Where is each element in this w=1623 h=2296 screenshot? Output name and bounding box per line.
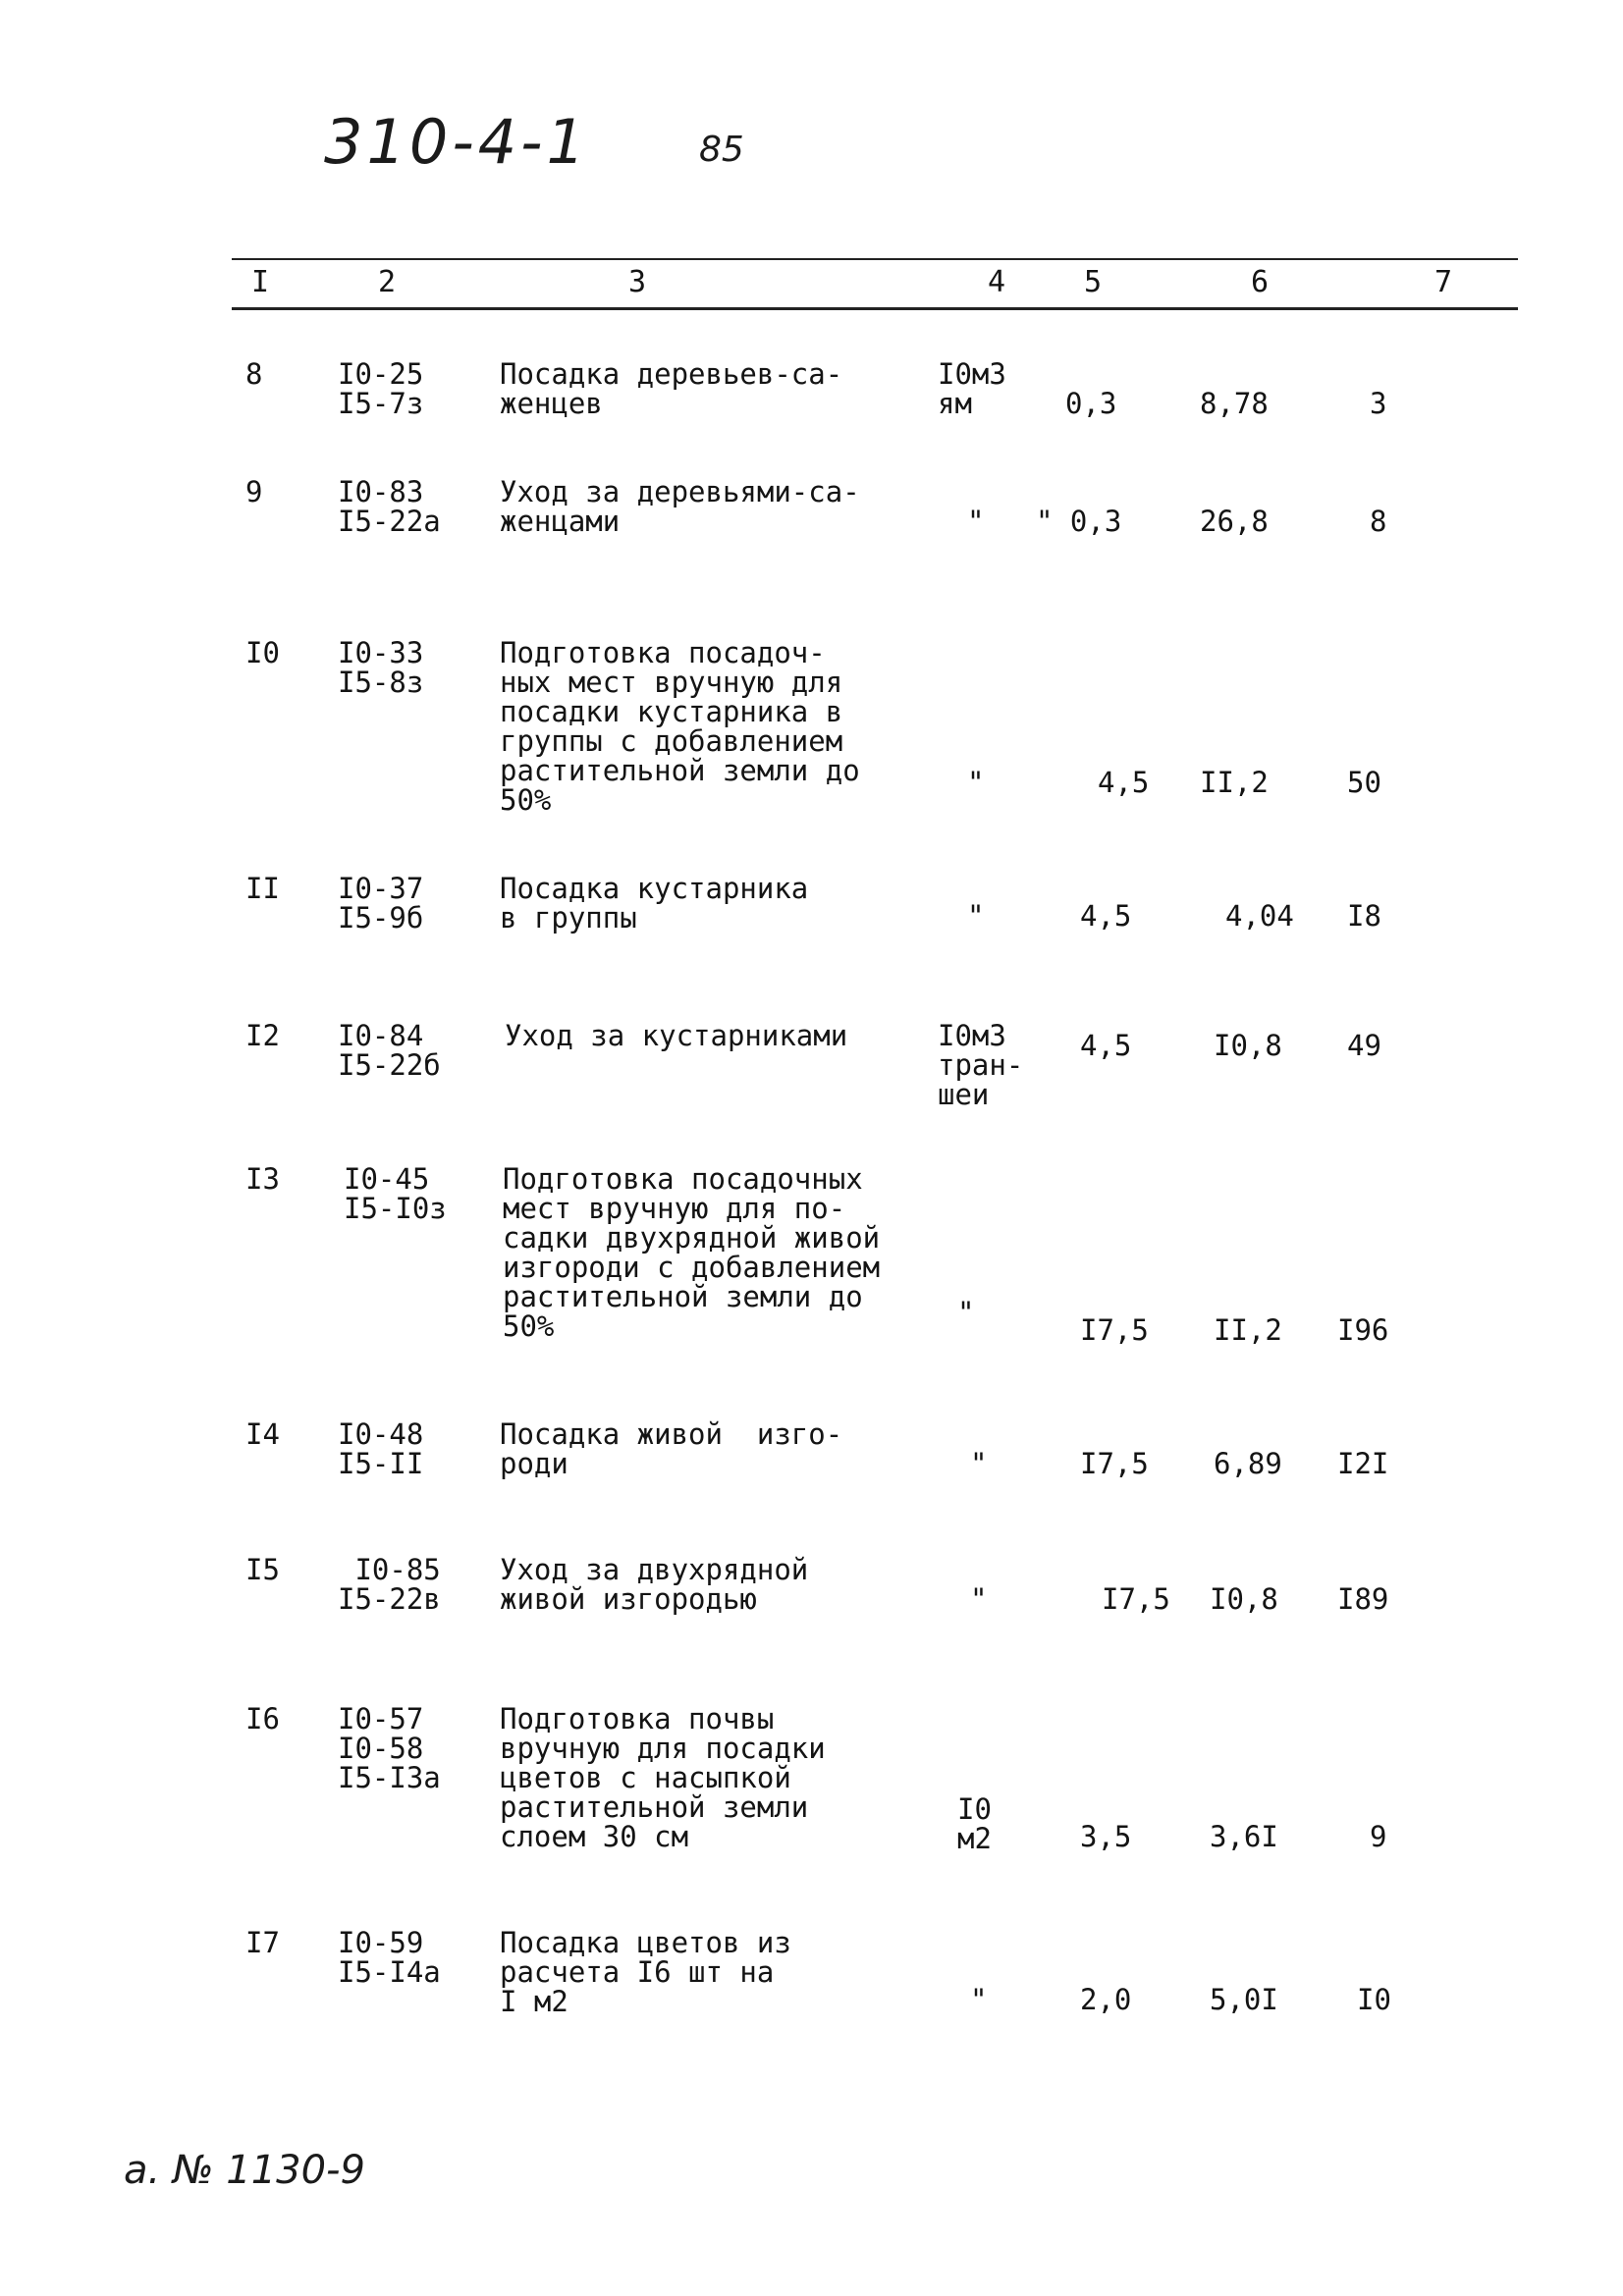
norm-codes: I0-59 I5-I4а xyxy=(338,1926,441,1989)
rate: I0,8 xyxy=(1214,1029,1282,1062)
archive-note: а. № 1130-9 xyxy=(124,2148,365,2193)
work-description: Уход за деревьями-са- женцами xyxy=(500,475,860,538)
total: 8 xyxy=(1370,505,1387,538)
rate: 4,04 xyxy=(1225,899,1294,933)
rate: 3,6I xyxy=(1210,1820,1278,1853)
rate: 26,8 xyxy=(1200,505,1269,538)
work-description: Посадка цветов из расчета I6 шт на I м2 xyxy=(500,1926,791,2018)
rate: 6,89 xyxy=(1214,1447,1282,1480)
rate: 5,0I xyxy=(1210,1983,1278,2016)
norm-codes: I0-33 I5-8з xyxy=(338,636,424,699)
unit-of-measure: I0 м2 xyxy=(957,1792,992,1855)
work-description: Подготовка почвы вручную для посадки цветов с насыпкой растительной земли слоем 30 см xyxy=(500,1702,826,1853)
column-header-4: 4 xyxy=(987,265,1006,299)
total: 9 xyxy=(1370,1820,1387,1853)
rate: 8,78 xyxy=(1200,387,1269,420)
norm-codes: I0-45 I5-I0з xyxy=(344,1162,447,1225)
row-number: 9 xyxy=(245,475,263,508)
quantity: I7,5 xyxy=(1080,1313,1149,1347)
page-number: 85 xyxy=(699,130,744,170)
unit-of-measure: " xyxy=(970,1582,988,1616)
quantity: I7,5 xyxy=(1102,1582,1170,1616)
norm-codes: I0-25 I5-7з xyxy=(338,357,424,420)
table-rule-bottom xyxy=(232,307,1518,310)
work-description: Уход за двухрядной живой изгородью xyxy=(500,1553,809,1616)
norm-codes: I0-48 I5-II xyxy=(338,1417,424,1480)
column-header-5: 5 xyxy=(1083,265,1103,299)
unit-of-measure: " xyxy=(967,505,985,538)
work-description: Подготовка посадочных мест вручную для по- садки двухрядной живой изгороди с добавлением растительной земли до 50% xyxy=(503,1162,881,1343)
document-code: 310-4-1 xyxy=(324,106,589,178)
total: 49 xyxy=(1347,1029,1381,1062)
row-number: I5 xyxy=(245,1553,280,1586)
work-description: Уход за кустарниками xyxy=(505,1019,848,1052)
unit-of-measure: " xyxy=(970,1447,988,1480)
norm-codes: I0-83 I5-22а xyxy=(338,475,441,538)
row-number: 8 xyxy=(245,357,263,391)
quantity: 4,5 xyxy=(1080,1029,1132,1062)
row-number: II xyxy=(245,872,280,905)
row-number: I6 xyxy=(245,1702,280,1735)
unit-of-measure: " xyxy=(957,1296,975,1329)
quantity: " 0,3 xyxy=(1036,505,1122,538)
rate: I0,8 xyxy=(1210,1582,1278,1616)
column-header-6: 6 xyxy=(1250,265,1270,299)
unit-of-measure: " xyxy=(967,899,985,933)
quantity: 4,5 xyxy=(1080,899,1132,933)
norm-codes: I0-84 I5-22б xyxy=(338,1019,441,1082)
row-number: I3 xyxy=(245,1162,280,1196)
total: 50 xyxy=(1347,766,1381,799)
quantity: I7,5 xyxy=(1080,1447,1149,1480)
quantity: 0,3 xyxy=(1065,387,1117,420)
row-number: I2 xyxy=(245,1019,280,1052)
row-number: I4 xyxy=(245,1417,280,1451)
column-header-3: 3 xyxy=(627,265,647,299)
work-description: Посадка кустарника в группы xyxy=(500,872,809,934)
work-description: Посадка живой изго- роди xyxy=(500,1417,843,1480)
total: I2I xyxy=(1337,1447,1389,1480)
column-header-7: 7 xyxy=(1434,265,1453,299)
quantity: 4,5 xyxy=(1098,766,1150,799)
total: 3 xyxy=(1370,387,1387,420)
rate: II,2 xyxy=(1214,1313,1282,1347)
column-header-1: I xyxy=(250,265,270,299)
total: I89 xyxy=(1337,1582,1389,1616)
total: I0 xyxy=(1357,1983,1391,2016)
unit-of-measure: I0м3 тран- шеи xyxy=(938,1019,1024,1111)
norm-codes: I0-57 I0-58 I5-I3а xyxy=(338,1702,441,1794)
work-description: Подготовка посадоч- ных мест вручную для посадки кустарника в группы с добавлением растительной земли до 50% xyxy=(500,636,860,817)
table-rule-top xyxy=(232,258,1518,260)
column-header-2: 2 xyxy=(377,265,397,299)
total: I96 xyxy=(1337,1313,1389,1347)
work-description: Посадка деревьев-са- женцев xyxy=(500,357,843,420)
row-number: I0 xyxy=(245,636,280,669)
unit-of-measure: " xyxy=(970,1983,988,2016)
quantity: 3,5 xyxy=(1080,1820,1132,1853)
rate: II,2 xyxy=(1200,766,1269,799)
norm-codes: I0-85 I5-22в xyxy=(338,1553,441,1616)
unit-of-measure: I0м3 ям xyxy=(938,357,1006,420)
total: I8 xyxy=(1347,899,1381,933)
unit-of-measure: " xyxy=(967,766,985,799)
quantity: 2,0 xyxy=(1080,1983,1132,2016)
row-number: I7 xyxy=(245,1926,280,1959)
norm-codes: I0-37 I5-9б xyxy=(338,872,424,934)
